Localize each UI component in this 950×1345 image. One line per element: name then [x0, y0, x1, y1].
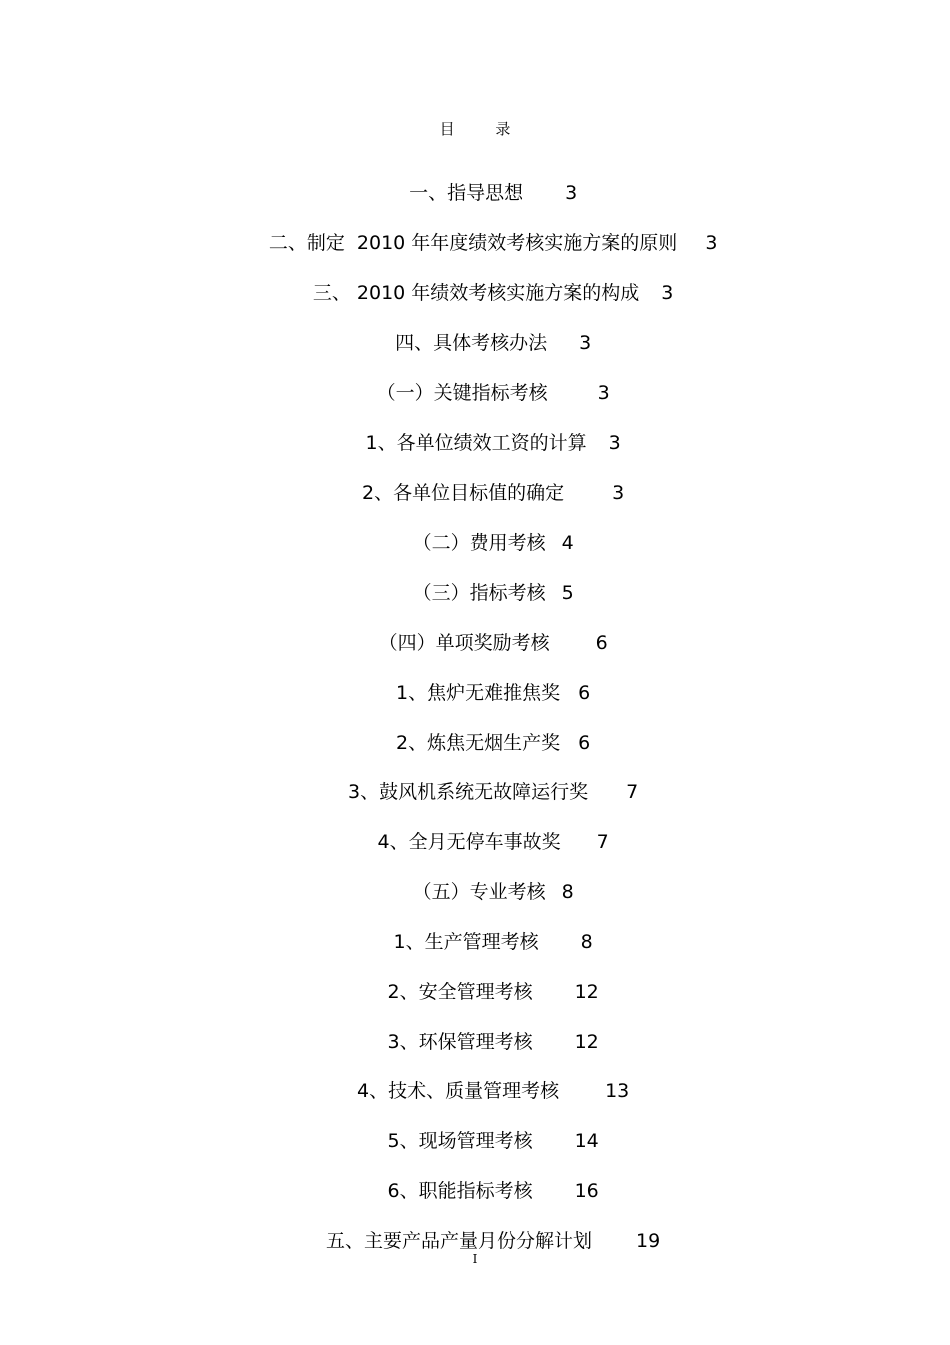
toc-entry-page: 3: [565, 182, 578, 204]
toc-entry-page: 12: [574, 981, 599, 1003]
toc-entry-page: 12: [574, 1031, 599, 1053]
toc-entry-label: 一、指导思想: [409, 182, 524, 204]
toc-entry-page: 19: [636, 1230, 661, 1252]
toc-entry-page: 8: [561, 881, 574, 903]
toc-entry-label: 4、技术、质量管理考核: [356, 1080, 560, 1102]
toc-entry-label: （四）单项奖励考核: [378, 632, 550, 654]
toc-entry-page: 8: [580, 931, 593, 953]
toc-entry-page: 5: [561, 582, 574, 604]
toc-entry-label: 3、鼓风机系统无故障运行奖: [348, 781, 589, 803]
toc-entry-label: 4、全月无停车事故奖: [377, 831, 561, 853]
toc-entry-label: 五、主要产品产量月份分解计划: [326, 1230, 593, 1252]
toc-entry-page: 3: [705, 232, 718, 254]
toc-entry-page: 3: [608, 432, 621, 454]
toc-entry-label: 3、环保管理考核: [387, 1031, 533, 1053]
toc-entry-label: 三、 2010 年绩效考核实施方案的构成: [312, 282, 640, 304]
toc-entry-label: 四、具体考核办法: [395, 332, 548, 354]
toc-entry-label: 2、安全管理考核: [387, 981, 533, 1003]
toc-entry-label: 6、职能指标考核: [387, 1180, 533, 1202]
toc-entry-label: （五）专业考核: [412, 881, 546, 903]
toc-entry-label: 1、各单位绩效工资的计算: [365, 432, 587, 454]
toc-entry-label: （一）关键指标考核: [376, 382, 548, 404]
toc-entry-page: 3: [612, 482, 625, 504]
toc-entry-label: 5、现场管理考核: [387, 1130, 533, 1152]
toc-entry-label: 二、制定 2010 年年度绩效考核实施方案的原则: [268, 232, 678, 254]
toc-entry-page: 7: [596, 831, 609, 853]
toc-entry-label: 2、炼焦无烟生产奖: [396, 732, 561, 754]
toc-entry-label: 1、焦炉无难推焦奖: [396, 682, 561, 704]
toc-entry-page: 6: [578, 732, 591, 754]
toc-entry-page: 3: [661, 282, 674, 304]
toc-entry-label: 2、各单位目标值的确定: [362, 482, 565, 504]
toc-entry-page: 6: [595, 632, 608, 654]
toc-entry-page: 6: [578, 682, 591, 704]
toc-entry-label: （三）指标考核: [412, 582, 546, 604]
toc-entry[interactable]: [0, 1202, 950, 1280]
toc-entry-page: 3: [597, 382, 610, 404]
toc-entry-page: 13: [605, 1080, 630, 1102]
toc-entry-page: 7: [626, 781, 639, 803]
toc-entry-page: 14: [574, 1130, 599, 1152]
toc-entry-page: 16: [574, 1180, 599, 1202]
toc-entry-page: 3: [579, 332, 592, 354]
toc-entry-page: 4: [561, 532, 574, 554]
toc-entry-label: 1、生产管理考核: [393, 931, 539, 953]
toc-entry-label: （二）费用考核: [412, 532, 546, 554]
toc-title: 目 录: [439, 120, 529, 138]
page-number: I: [472, 1252, 478, 1266]
